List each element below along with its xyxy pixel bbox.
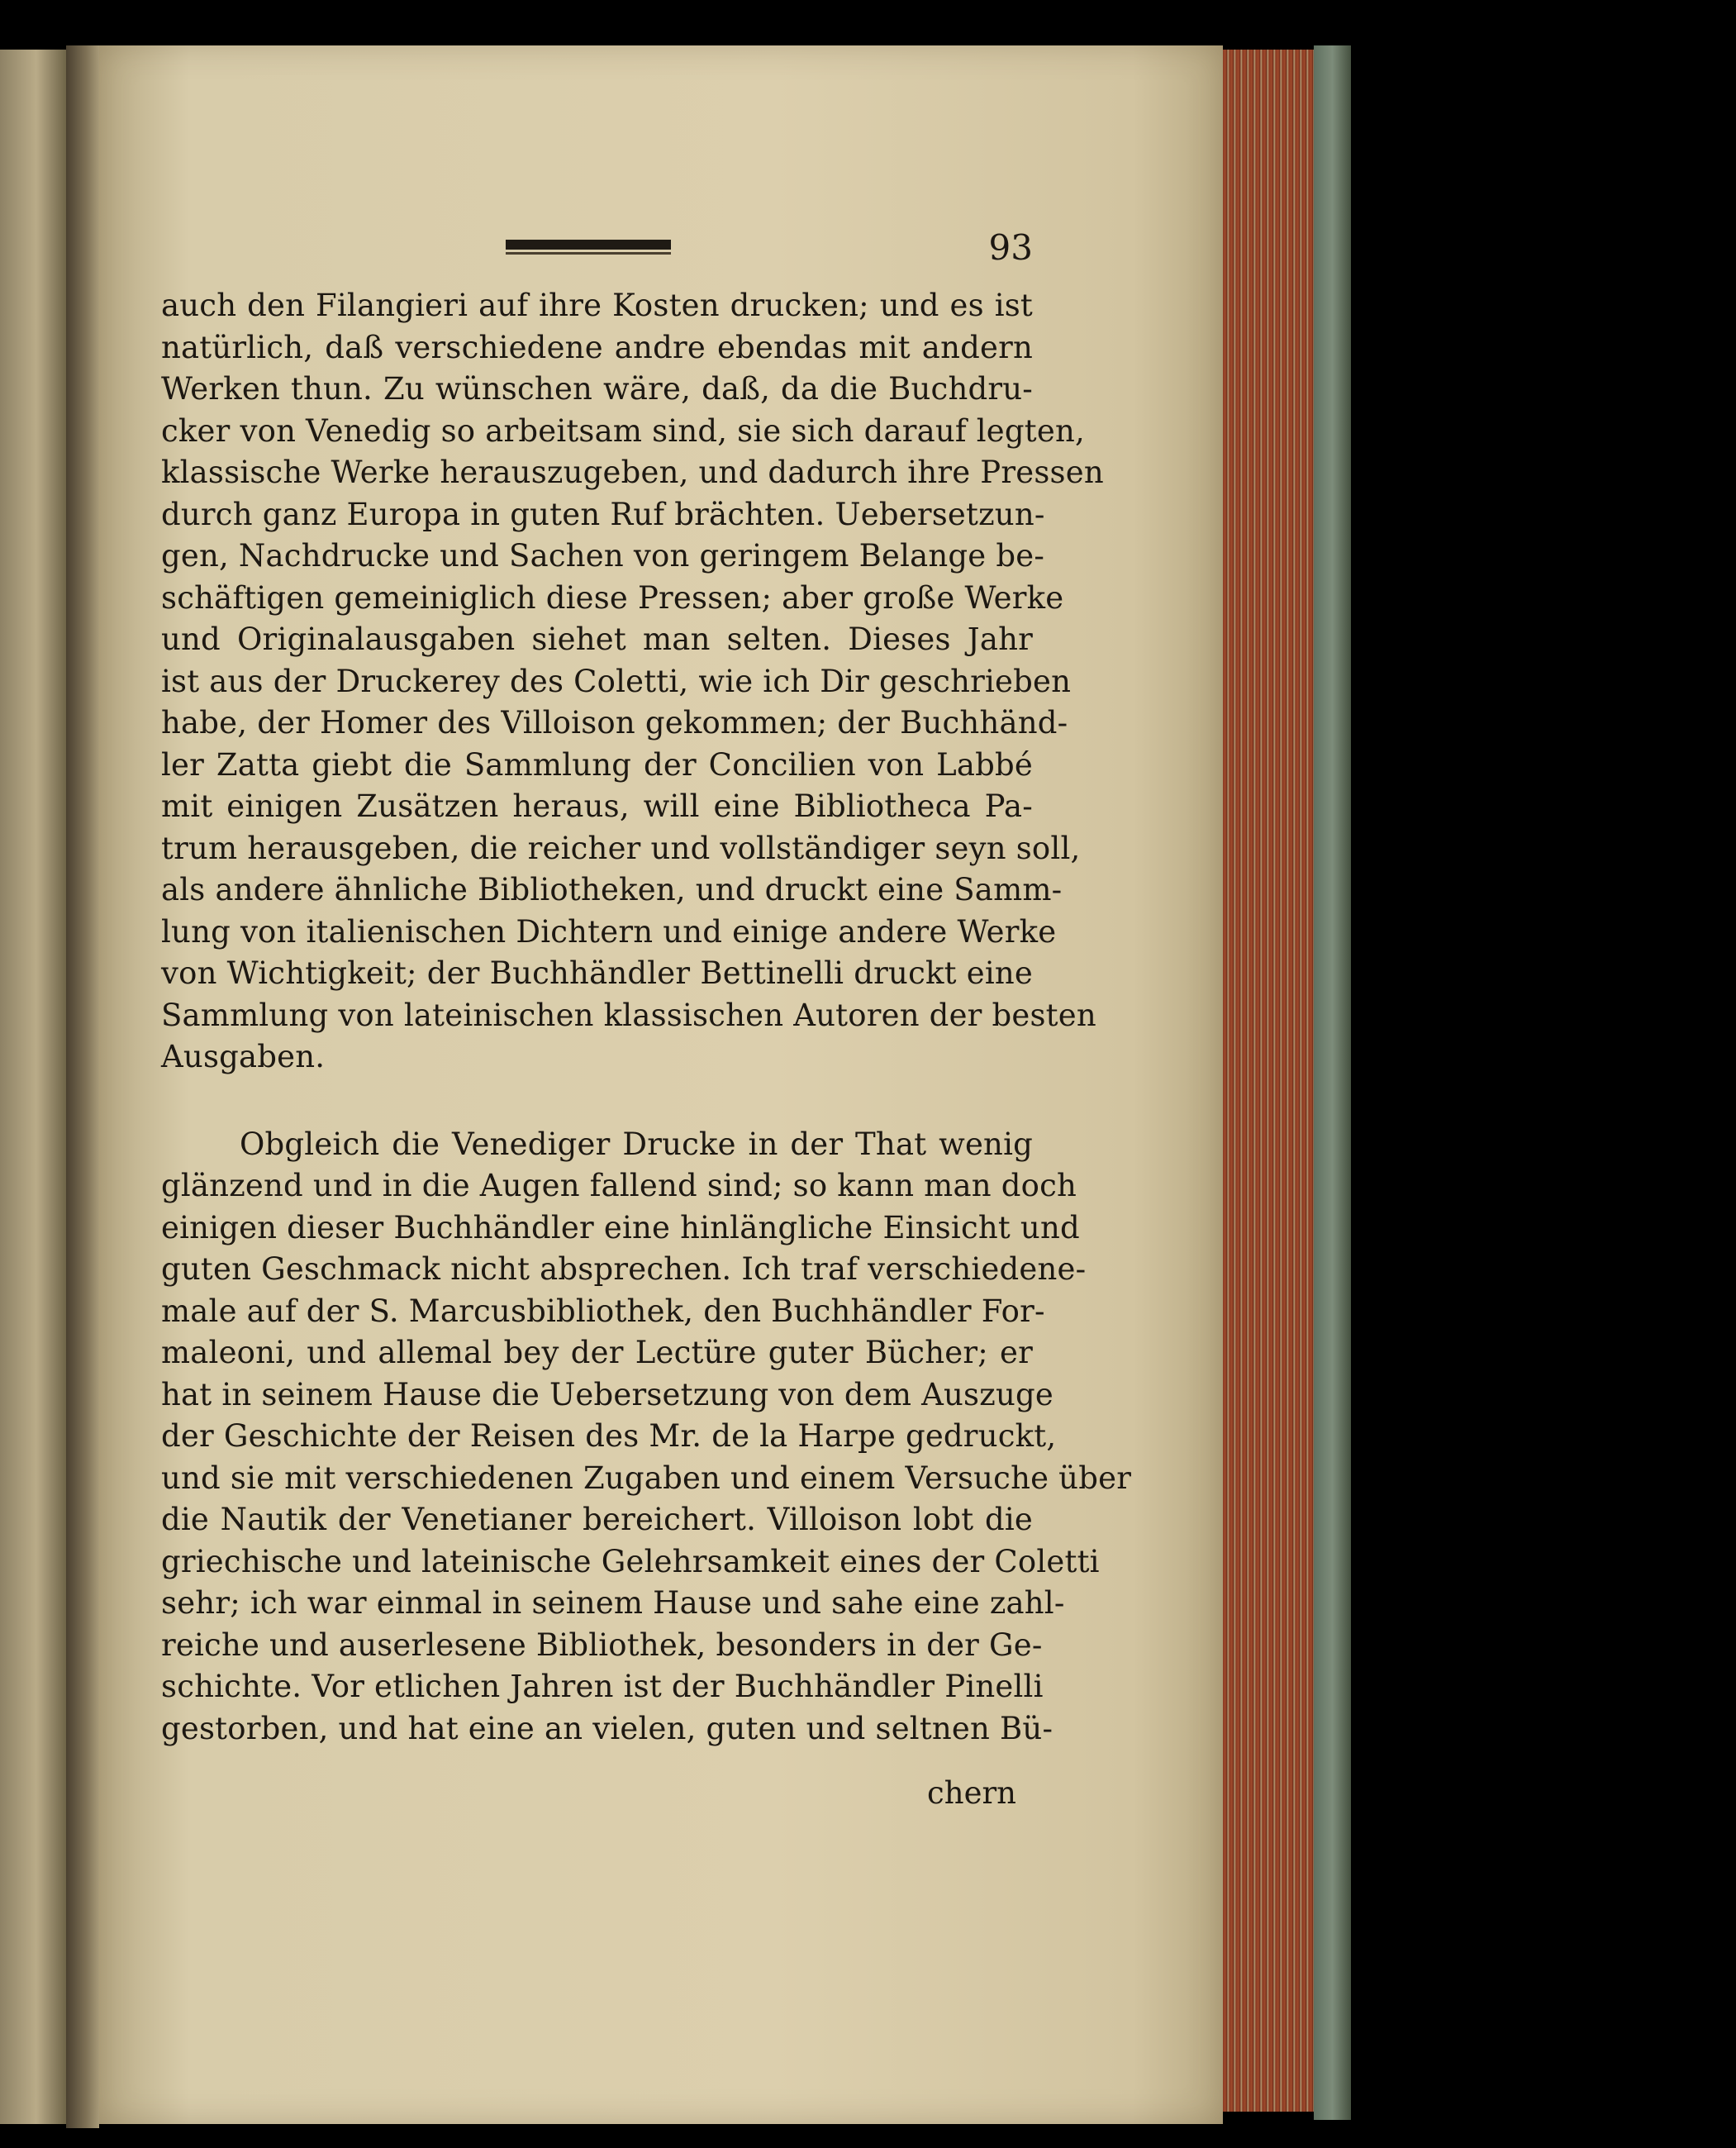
text-line: gen, Nachdrucke und Sachen von geringem Belange be-	[161, 538, 1045, 574]
text-line: guten Geschmack nicht absprechen. Ich traf verschiedene-	[161, 1251, 1087, 1287]
text-line: die Nautik der Venetianer bereichert. Villoison lobt die	[161, 1502, 1033, 1537]
body-text	[161, 285, 1132, 1750]
text-line: reiche und auserlesene Bibliothek, besonders in der Ge-	[161, 1626, 1043, 1663]
text-line: sehr; ich war einmal in seinem Hause und sahe eine zahl-	[161, 1585, 1065, 1621]
text-line: lung von italienischen Dichtern und einige andere Werke	[161, 913, 1057, 950]
header-rule	[506, 240, 671, 250]
text-line: auch den Filangieri auf ihre Kosten drucken; und es ist	[161, 288, 1033, 323]
text-line: ist aus der Druckerey des Coletti, wie ich Dir geschrieben	[161, 663, 1072, 699]
text-line: trum herausgeben, die reicher und vollständiger seyn soll,	[161, 830, 1081, 866]
text-line: mit einigen Zusätzen heraus, will eine Bibliotheca Pa-	[161, 788, 1033, 824]
text-line: glänzend und in die Augen fallend sind; so kann man doch	[161, 1168, 1077, 1203]
text-line: maleoni, und allemal bey der Lectüre guter Bücher; er	[161, 1335, 1033, 1370]
catchword: chern	[927, 1775, 1016, 1811]
text-line: cker von Venedig so arbeitsam sind, sie sich darauf legten,	[161, 412, 1085, 449]
paragraph-1	[161, 285, 1104, 1079]
text-line: schichte. Vor etlichen Jahren ist der Buchhändler Pinelli	[161, 1669, 1044, 1704]
text-line: griechische und lateinische Gelehrsamkeit eines der Coletti	[161, 1543, 1100, 1579]
text-line: Sammlung von lateinischen klassischen Autoren der besten	[161, 997, 1096, 1033]
text-line: gestorben, und hat eine an vielen, guten und seltnen Bü-	[161, 1710, 1053, 1746]
text-line: und Originalausgaben siehet man selten. Dieses Jahr	[161, 622, 1033, 657]
page-block-edges	[1223, 50, 1314, 2112]
text-line: einigen dieser Buchhändler eine hinlängliche Einsicht und	[161, 1209, 1080, 1245]
facing-page-edge	[0, 50, 66, 2124]
text-line: Obgleich die Venediger Drucke in der That wenig	[240, 1126, 1033, 1162]
text-line: male auf der S. Marcusbibliothek, den Buchhändler For-	[161, 1293, 1045, 1329]
text-line: Werken thun. Zu wünschen wäre, daß, da die Buchdru-	[161, 371, 1033, 407]
text-line: der Geschichte der Reisen des Mr. de la Harpe gedruckt,	[161, 1418, 1057, 1454]
book-gutter	[66, 45, 99, 2128]
text-line: durch ganz Europa in guten Ruf brächten. Uebersetzun-	[161, 496, 1045, 532]
text-line: hat in seinem Hause die Uebersetzung von dem Auszuge	[161, 1376, 1053, 1412]
text-line: und sie mit verschiedenen Zugaben und einem Versuche über	[161, 1460, 1132, 1496]
text-line: als andere ähnliche Bibliotheken, und druckt eine Samm-	[161, 872, 1063, 907]
text-line: habe, der Homer des Villoison gekommen; der Buchhänd-	[161, 705, 1068, 741]
paragraph-2	[161, 1124, 1132, 1750]
text-line: klassische Werke herauszugeben, und dadurch ihre Pressen	[161, 455, 1104, 490]
text-line: von Wichtigkeit; der Buchhändler Bettinelli druckt eine	[161, 955, 1033, 991]
book-cover-edge	[1314, 45, 1351, 2120]
text-line: Ausgaben.	[161, 1039, 326, 1074]
page-number: 93	[988, 227, 1033, 268]
text-line: schäftigen gemeiniglich diese Pressen; aber große Werke	[161, 579, 1064, 616]
text-line: natürlich, daß verschiedene andre ebendas mit andern	[161, 329, 1033, 365]
text-line: ler Zatta giebt die Sammlung der Concilien von Labbé	[161, 746, 1033, 783]
